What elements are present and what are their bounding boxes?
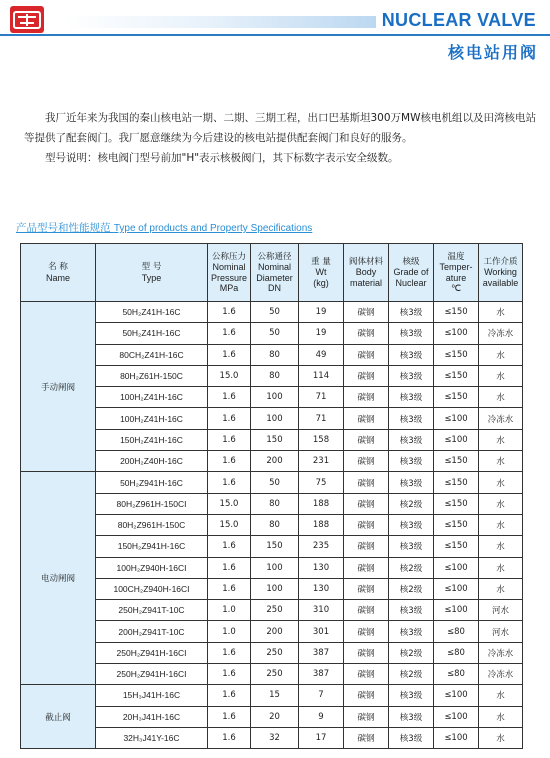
table-row — [21, 493, 523, 514]
table-row — [21, 536, 523, 557]
cell-type: 100H₂Z940H-16CI — [96, 557, 208, 578]
table-row — [21, 408, 523, 429]
cell-material: 碳钢 — [344, 451, 389, 472]
table-row — [21, 302, 523, 323]
cell-weight: 231 — [299, 451, 344, 472]
cell-temperature: ≤80 — [434, 621, 479, 642]
cell-grade: 核3级 — [389, 302, 434, 323]
col-header-material: 阀体材料 Body material — [344, 244, 389, 302]
cell-pressure: 1.0 — [208, 621, 251, 642]
section-heading-en: Type of products and Property Specifications — [113, 223, 313, 234]
cell-diameter: 150 — [251, 429, 299, 450]
cell-material: 碳钢 — [344, 621, 389, 642]
cell-pressure: 15.0 — [208, 514, 251, 535]
cell-medium: 水 — [479, 365, 523, 386]
cell-weight: 49 — [299, 344, 344, 365]
cell-pressure: 1.6 — [208, 472, 251, 493]
cell-temperature: ≤80 — [434, 664, 479, 685]
cell-medium: 冷冻水 — [479, 642, 523, 663]
cell-type: 250H₂Z941T-10C — [96, 600, 208, 621]
spec-table — [20, 243, 523, 749]
cell-diameter: 80 — [251, 365, 299, 386]
cell-medium: 水 — [479, 706, 523, 727]
cell-medium: 河水 — [479, 621, 523, 642]
cell-type: 32H₃J41Y-16C — [96, 727, 208, 748]
cell-pressure: 15.0 — [208, 493, 251, 514]
cell-weight: 71 — [299, 387, 344, 408]
cell-pressure: 1.6 — [208, 536, 251, 557]
cell-weight: 387 — [299, 664, 344, 685]
table-row — [21, 387, 523, 408]
table-row — [21, 621, 523, 642]
col-header-name: 名 称 Name — [21, 244, 96, 302]
cell-type: 50H₂Z41H-16C — [96, 302, 208, 323]
cell-grade: 核3级 — [389, 536, 434, 557]
cell-grade: 核3级 — [389, 365, 434, 386]
cell-medium: 水 — [479, 536, 523, 557]
cell-group-name: 电动闸阀 — [21, 472, 96, 685]
cell-diameter: 250 — [251, 664, 299, 685]
col-header-weight: 重 量 Wt (kg) — [299, 244, 344, 302]
page-subtitle: 核电站用阀 — [447, 43, 538, 62]
cell-type: 50H₂Z41H-16C — [96, 323, 208, 344]
cell-weight: 114 — [299, 365, 344, 386]
cell-pressure: 1.6 — [208, 642, 251, 663]
table-row — [21, 365, 523, 386]
cell-weight: 130 — [299, 557, 344, 578]
cell-pressure: 15.0 — [208, 365, 251, 386]
cell-diameter: 100 — [251, 408, 299, 429]
cell-grade: 核3级 — [389, 600, 434, 621]
page-title: NUCLEAR VALVE — [381, 10, 536, 30]
cell-type: 80H₂Z61H-150C — [96, 365, 208, 386]
cell-grade: 核3级 — [389, 727, 434, 748]
table-row — [21, 600, 523, 621]
cell-temperature: ≤150 — [434, 493, 479, 514]
table-row — [21, 706, 523, 727]
cell-weight: 19 — [299, 323, 344, 344]
cell-group-name: 截止阀 — [21, 685, 96, 749]
cell-diameter: 250 — [251, 642, 299, 663]
logo-emblem-icon — [12, 9, 42, 31]
cell-temperature: ≤80 — [434, 642, 479, 663]
cell-type: 250H₂Z941H-16CI — [96, 664, 208, 685]
col-header-diameter: 公称通径 Nominal Diameter DN — [251, 244, 299, 302]
cell-weight: 310 — [299, 600, 344, 621]
cell-pressure: 1.6 — [208, 685, 251, 706]
cell-type: 80H₂Z961H-150CI — [96, 493, 208, 514]
cell-grade: 核3级 — [389, 514, 434, 535]
table-row — [21, 557, 523, 578]
cell-pressure: 1.6 — [208, 429, 251, 450]
cell-diameter: 15 — [251, 685, 299, 706]
cell-diameter: 200 — [251, 451, 299, 472]
cell-grade: 核3级 — [389, 472, 434, 493]
cell-group-name: 手动闸阀 — [21, 302, 96, 472]
table-row — [21, 685, 523, 706]
cell-weight: 7 — [299, 685, 344, 706]
section-heading-cn: 产品型号和性能规范 — [16, 222, 111, 234]
cell-temperature: ≤150 — [434, 451, 479, 472]
cell-grade: 核3级 — [389, 344, 434, 365]
cell-type: 50H₂Z941H-16C — [96, 472, 208, 493]
cell-pressure: 1.6 — [208, 408, 251, 429]
cell-type: 200H₂Z941T-10C — [96, 621, 208, 642]
col-header-medium: 工作介质 Working available — [479, 244, 523, 302]
cell-pressure: 1.6 — [208, 664, 251, 685]
cell-diameter: 100 — [251, 578, 299, 599]
cell-medium: 冷冻水 — [479, 664, 523, 685]
cell-medium: 水 — [479, 472, 523, 493]
cell-temperature: ≤100 — [434, 727, 479, 748]
cell-medium: 水 — [479, 727, 523, 748]
cell-medium: 水 — [479, 429, 523, 450]
cell-material: 碳钢 — [344, 429, 389, 450]
table-row — [21, 514, 523, 535]
cell-grade: 核2级 — [389, 493, 434, 514]
cell-material: 碳钢 — [344, 557, 389, 578]
col-header-grade: 核级 Grade of Nuclear — [389, 244, 434, 302]
cell-weight: 387 — [299, 642, 344, 663]
cell-material: 碳钢 — [344, 536, 389, 557]
cell-material: 碳钢 — [344, 365, 389, 386]
cell-diameter: 80 — [251, 493, 299, 514]
cell-material: 碳钢 — [344, 344, 389, 365]
cell-grade: 核3级 — [389, 323, 434, 344]
table-row — [21, 429, 523, 450]
cell-medium: 水 — [479, 451, 523, 472]
cell-type: 100CH₂Z940H-16CI — [96, 578, 208, 599]
cell-type: 80CH₂Z41H-16C — [96, 344, 208, 365]
cell-material: 碳钢 — [344, 578, 389, 599]
cell-material: 碳钢 — [344, 302, 389, 323]
cell-type: 150H₂Z41H-16C — [96, 429, 208, 450]
company-logo — [10, 6, 44, 33]
cell-material: 碳钢 — [344, 387, 389, 408]
cell-material: 碳钢 — [344, 600, 389, 621]
cell-material: 碳钢 — [344, 685, 389, 706]
cell-type: 150H₂Z941H-16C — [96, 536, 208, 557]
cell-grade: 核3级 — [389, 387, 434, 408]
cell-grade: 核2级 — [389, 664, 434, 685]
cell-medium: 水 — [479, 514, 523, 535]
cell-pressure: 1.6 — [208, 706, 251, 727]
cell-temperature: ≤100 — [434, 578, 479, 599]
cell-grade: 核3级 — [389, 685, 434, 706]
cell-material: 碳钢 — [344, 323, 389, 344]
cell-diameter: 50 — [251, 472, 299, 493]
cell-material: 碳钢 — [344, 706, 389, 727]
cell-material: 碳钢 — [344, 472, 389, 493]
cell-pressure: 1.6 — [208, 578, 251, 599]
cell-grade: 核3级 — [389, 451, 434, 472]
header-divider — [0, 34, 550, 36]
cell-material: 碳钢 — [344, 727, 389, 748]
cell-pressure: 1.6 — [208, 727, 251, 748]
cell-medium: 水 — [479, 344, 523, 365]
cell-weight: 235 — [299, 536, 344, 557]
cell-medium: 水 — [479, 387, 523, 408]
cell-grade: 核2级 — [389, 578, 434, 599]
cell-diameter: 32 — [251, 727, 299, 748]
cell-temperature: ≤150 — [434, 302, 479, 323]
cell-temperature: ≤150 — [434, 387, 479, 408]
cell-type: 100H₂Z41H-16C — [96, 408, 208, 429]
cell-weight: 71 — [299, 408, 344, 429]
cell-temperature: ≤100 — [434, 600, 479, 621]
cell-diameter: 50 — [251, 302, 299, 323]
cell-pressure: 1.6 — [208, 323, 251, 344]
cell-material: 碳钢 — [344, 664, 389, 685]
cell-medium: 水 — [479, 493, 523, 514]
table-body — [21, 302, 523, 749]
col-header-pressure: 公称压力 Nominal Pressure MPa — [208, 244, 251, 302]
cell-weight: 188 — [299, 493, 344, 514]
cell-medium: 水 — [479, 302, 523, 323]
cell-temperature: ≤100 — [434, 323, 479, 344]
cell-temperature: ≤100 — [434, 557, 479, 578]
cell-pressure: 1.0 — [208, 600, 251, 621]
table-row — [21, 472, 523, 493]
cell-weight: 130 — [299, 578, 344, 599]
intro-text — [24, 108, 536, 168]
cell-medium: 水 — [479, 685, 523, 706]
cell-weight: 9 — [299, 706, 344, 727]
cell-diameter: 150 — [251, 536, 299, 557]
cell-temperature: ≤150 — [434, 514, 479, 535]
cell-medium: 河水 — [479, 600, 523, 621]
cell-pressure: 1.6 — [208, 387, 251, 408]
cell-diameter: 100 — [251, 557, 299, 578]
cell-type: 200H₂Z40H-16C — [96, 451, 208, 472]
cell-material: 碳钢 — [344, 408, 389, 429]
cell-pressure: 1.6 — [208, 557, 251, 578]
col-header-type: 型 号 Type — [96, 244, 208, 302]
cell-type: 100H₂Z41H-16C — [96, 387, 208, 408]
cell-grade: 核3级 — [389, 706, 434, 727]
cell-diameter: 80 — [251, 344, 299, 365]
cell-diameter: 200 — [251, 621, 299, 642]
cell-material: 碳钢 — [344, 493, 389, 514]
intro-paragraph: 我厂近年来为我国的秦山核电站一期、二期、三期工程，出口巴基斯坦300万MW核电机组以及田湾核电站等提供了配套阀门。我厂愿意继续为今后建设的核电站提供配套阀门和良好的服务。 — [24, 112, 536, 144]
cell-material: 碳钢 — [344, 642, 389, 663]
model-description: 型号说明：核电阀门型号前加"H"表示核极阀门，其下标数字表示安全级数。 — [45, 152, 399, 164]
cell-weight: 158 — [299, 429, 344, 450]
cell-weight: 19 — [299, 302, 344, 323]
cell-weight: 17 — [299, 727, 344, 748]
cell-pressure: 1.6 — [208, 451, 251, 472]
col-header-temperature: 温度 Temper- ature ℃ — [434, 244, 479, 302]
cell-weight: 301 — [299, 621, 344, 642]
cell-pressure: 1.6 — [208, 302, 251, 323]
cell-temperature: ≤100 — [434, 429, 479, 450]
header-gradient-bar — [64, 16, 376, 28]
cell-temperature: ≤150 — [434, 344, 479, 365]
cell-temperature: ≤100 — [434, 706, 479, 727]
table-header-row — [21, 244, 523, 302]
cell-grade: 核3级 — [389, 408, 434, 429]
cell-diameter: 50 — [251, 323, 299, 344]
cell-diameter: 250 — [251, 600, 299, 621]
table-row — [21, 344, 523, 365]
cell-medium: 冷冻水 — [479, 408, 523, 429]
cell-temperature: ≤150 — [434, 472, 479, 493]
cell-pressure: 1.6 — [208, 344, 251, 365]
table-row — [21, 451, 523, 472]
cell-temperature: ≤100 — [434, 408, 479, 429]
spec-table-wrap — [20, 243, 523, 749]
cell-diameter: 20 — [251, 706, 299, 727]
table-row — [21, 664, 523, 685]
cell-type: 80H₂Z961H-150C — [96, 514, 208, 535]
cell-material: 碳钢 — [344, 514, 389, 535]
section-heading — [16, 220, 312, 235]
cell-temperature: ≤150 — [434, 536, 479, 557]
cell-weight: 188 — [299, 514, 344, 535]
cell-diameter: 100 — [251, 387, 299, 408]
cell-diameter: 80 — [251, 514, 299, 535]
cell-type: 20H₃J41H-16C — [96, 706, 208, 727]
cell-weight: 75 — [299, 472, 344, 493]
cell-grade: 核3级 — [389, 429, 434, 450]
cell-grade: 核2级 — [389, 642, 434, 663]
table-row — [21, 727, 523, 748]
cell-type: 250H₂Z941H-16CI — [96, 642, 208, 663]
cell-medium: 水 — [479, 557, 523, 578]
table-row — [21, 642, 523, 663]
table-row — [21, 323, 523, 344]
cell-medium: 冷冻水 — [479, 323, 523, 344]
cell-type: 15H₃J41H-16C — [96, 685, 208, 706]
cell-medium: 水 — [479, 578, 523, 599]
cell-grade: 核2级 — [389, 557, 434, 578]
cell-temperature: ≤100 — [434, 685, 479, 706]
cell-grade: 核3级 — [389, 621, 434, 642]
table-row — [21, 578, 523, 599]
cell-temperature: ≤150 — [434, 365, 479, 386]
